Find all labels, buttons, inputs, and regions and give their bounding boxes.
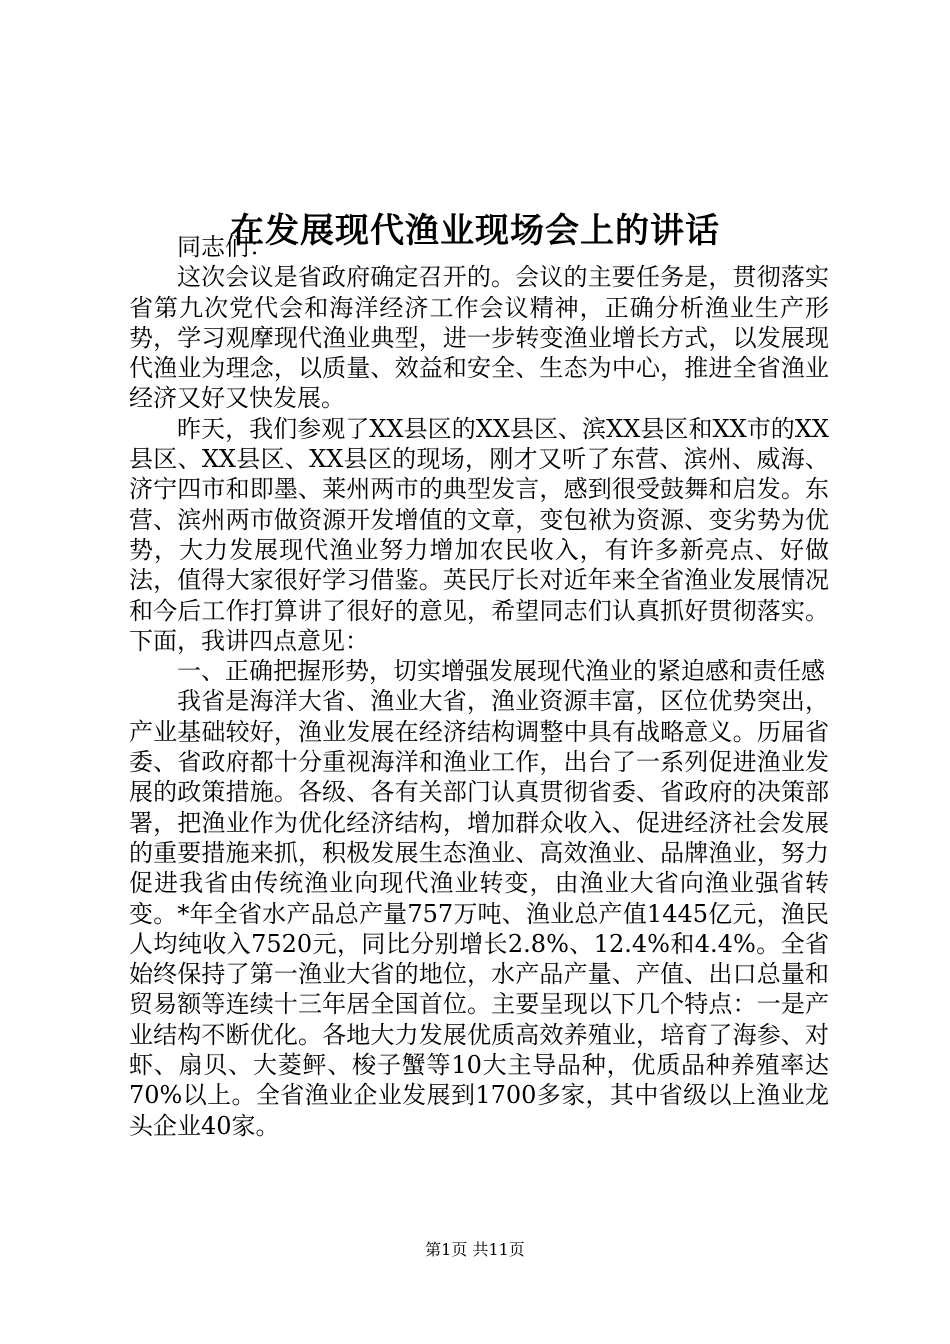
page-footer: 第1页 共11页 [425,1240,525,1259]
salutation: 同志们： [177,233,273,261]
paragraph: 昨天，我们参观了XX县区的XX县区、滨XX县区和XX市的XX县区、XX县区、XX县区的现场，刚才又听了东营、滨州、威海、济宁四市和即墨、莱州两市的典型发言，感到很受鼓舞和启发。东营、滨州两市做资源开发增值的文章，变包袱为资源、变劣势为优势，大力发展现代渔业努力增加农民收入，有许多新亮点、好做法，值得大家很好学习借鉴。英民厅长对近年来全省渔业发展情况和今后工作打算讲了很好的意见，希望同志们认真抓好贯彻落实。下面，我讲四点意见： [129,414,829,655]
section-heading: 一、正确把握形势，切实增强发展现代渔业的紧迫感和责任感 [177,657,825,686]
paragraph: 这次会议是省政府确定召开的。会议的主要任务是，贯彻落实省第九次党代会和海洋经济工作会议精神，正确分析渔业生产形势，学习观摩现代渔业典型，进一步转变渔业增长方式，以发展现代渔业为理念，以质量、效益和安全、生态为中心，推进全省渔业经济又好又快发展。 [129,263,829,413]
document-body [129,232,829,1141]
paragraph: 我省是海洋大省、渔业大省，渔业资源丰富，区位优势突出，产业基础较好，渔业发展在经济结构调整中具有战略意义。历届省委、省政府都十分重视海洋和渔业工作，出台了一系列促进渔业发展的政策措施。各级、各有关部门认真贯彻省委、省政府的决策部署，把渔业作为优化经济结构，增加群众收入、促进经济社会发展的重要措施来抓，积极发展生态渔业、高效渔业、品牌渔业，努力促进我省由传统渔业向现代渔业转变，由渔业大省向渔业强省转变。*年全省水产品总产量757万吨、渔业总产值1445亿元，渔民人均纯收入7520元，同比分别增长2.8%、12.4%和4.4%。全省始终保持了第一渔业大省的地位，水产品产量、产值、出口总量和贸易额等连续十三年居全国首位。主要呈现以下几个特点：一是产业结构不断优化。各地大力发展优质高效养殖业，培育了海参、对虾、扇贝、大菱鲆、梭子蟹等10大主导品种，优质品种养殖率达70%以上。全省渔业企业发展到1700多家，其中省级以上渔业龙头企业40家。 [129,687,829,1140]
document-title: 在发展现代渔业现场会上的讲话 [230,210,720,251]
